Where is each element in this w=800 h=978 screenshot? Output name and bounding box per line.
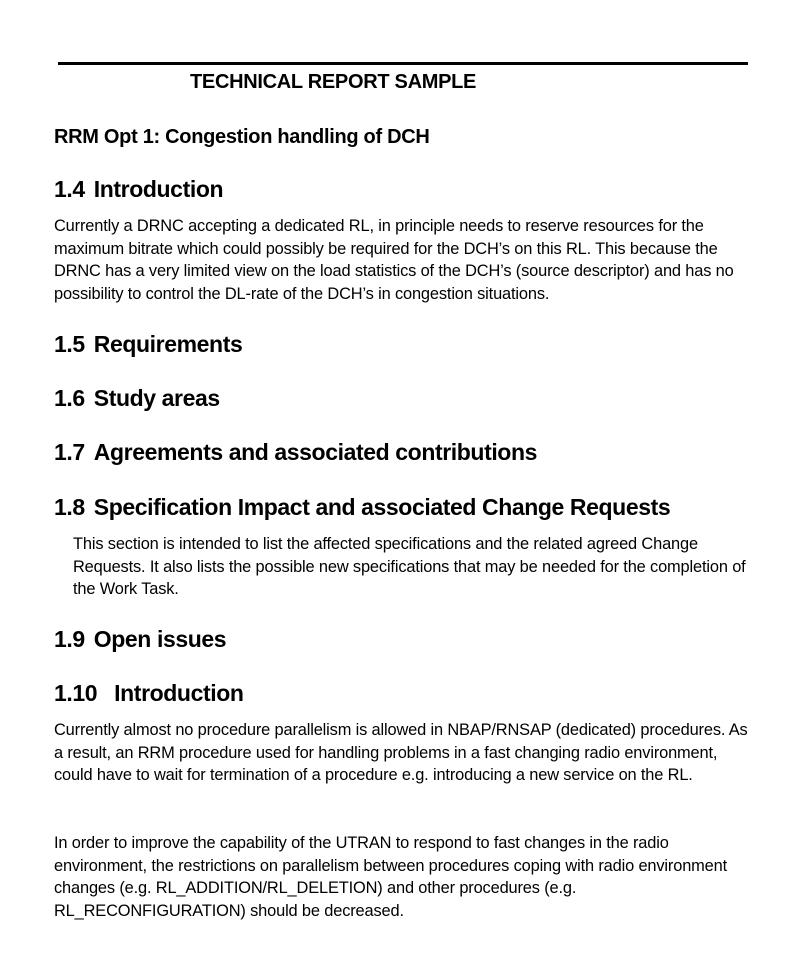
section-body-1-8: This section is intended to list the affected specifications and the related agreed Change Requests. It also lists the possible new specifications that may be needed for the completion of the Work Task. (73, 535, 746, 599)
section-number: 1.6 (54, 385, 85, 411)
section-title: Specification Impact and associated Change Requests (93, 494, 671, 520)
section-body-1-10-part-2: In order to improve the capability of the UTRAN to respond to fast changes in the radio environment, the restrictions on parallelism between procedures coping with radio environment changes (e.g. RL_ADDITION/RL_DELETION) and other procedures (e.g. RL_RECONFIGURATION) should be decreased. (54, 834, 727, 920)
section-title: Introduction (114, 680, 244, 706)
section-heading-1-4 (54, 174, 223, 204)
section-heading-1-7 (54, 437, 537, 467)
section-title: Introduction (93, 176, 224, 202)
section-heading-1-6 (54, 383, 220, 413)
section-body-1-10: Currently almost no procedure parallelism is allowed in NBAP/RNSAP (dedicated) procedures. As a result, an RRM procedure used for handling problems in a fast changing radio environment, could have to wait for termination of a procedure e.g. introducing a new service on the RL. (54, 721, 748, 785)
section-number: 1.7 (54, 439, 85, 465)
section-number: 1.9 (54, 626, 85, 652)
section-number: 1.8 (54, 494, 85, 520)
section-number: 1.4 (54, 176, 85, 202)
section-number: 1.5 (54, 331, 85, 357)
section-title: Study areas (93, 385, 220, 411)
section-title: Agreements and associated contributions (93, 439, 538, 465)
section-number: 1.10 (54, 680, 98, 706)
section-title: Requirements (93, 331, 243, 357)
top-rule (58, 62, 748, 65)
report-title: TECHNICAL REPORT SAMPLE (190, 71, 477, 93)
section-body-1-4: Currently a DRNC accepting a dedicated RL, in principle needs to reserve resources for the maximum bitrate which could possibly be required for the DCH’s on this RL. This because the DRNC has a very limited view on the load statistics of the DCH’s (source descriptor) and has no possibility to control the DL-rate of the DCH’s in congestion situations. (54, 217, 734, 303)
section-heading-1-8 (54, 492, 670, 522)
section-heading-1-10 (54, 678, 244, 708)
section-heading-1-9 (54, 624, 226, 654)
report-subtitle: RRM Opt 1: Congestion handling of DCH (54, 126, 430, 148)
section-title: Open issues (93, 626, 227, 652)
section-heading-1-5 (54, 329, 242, 359)
